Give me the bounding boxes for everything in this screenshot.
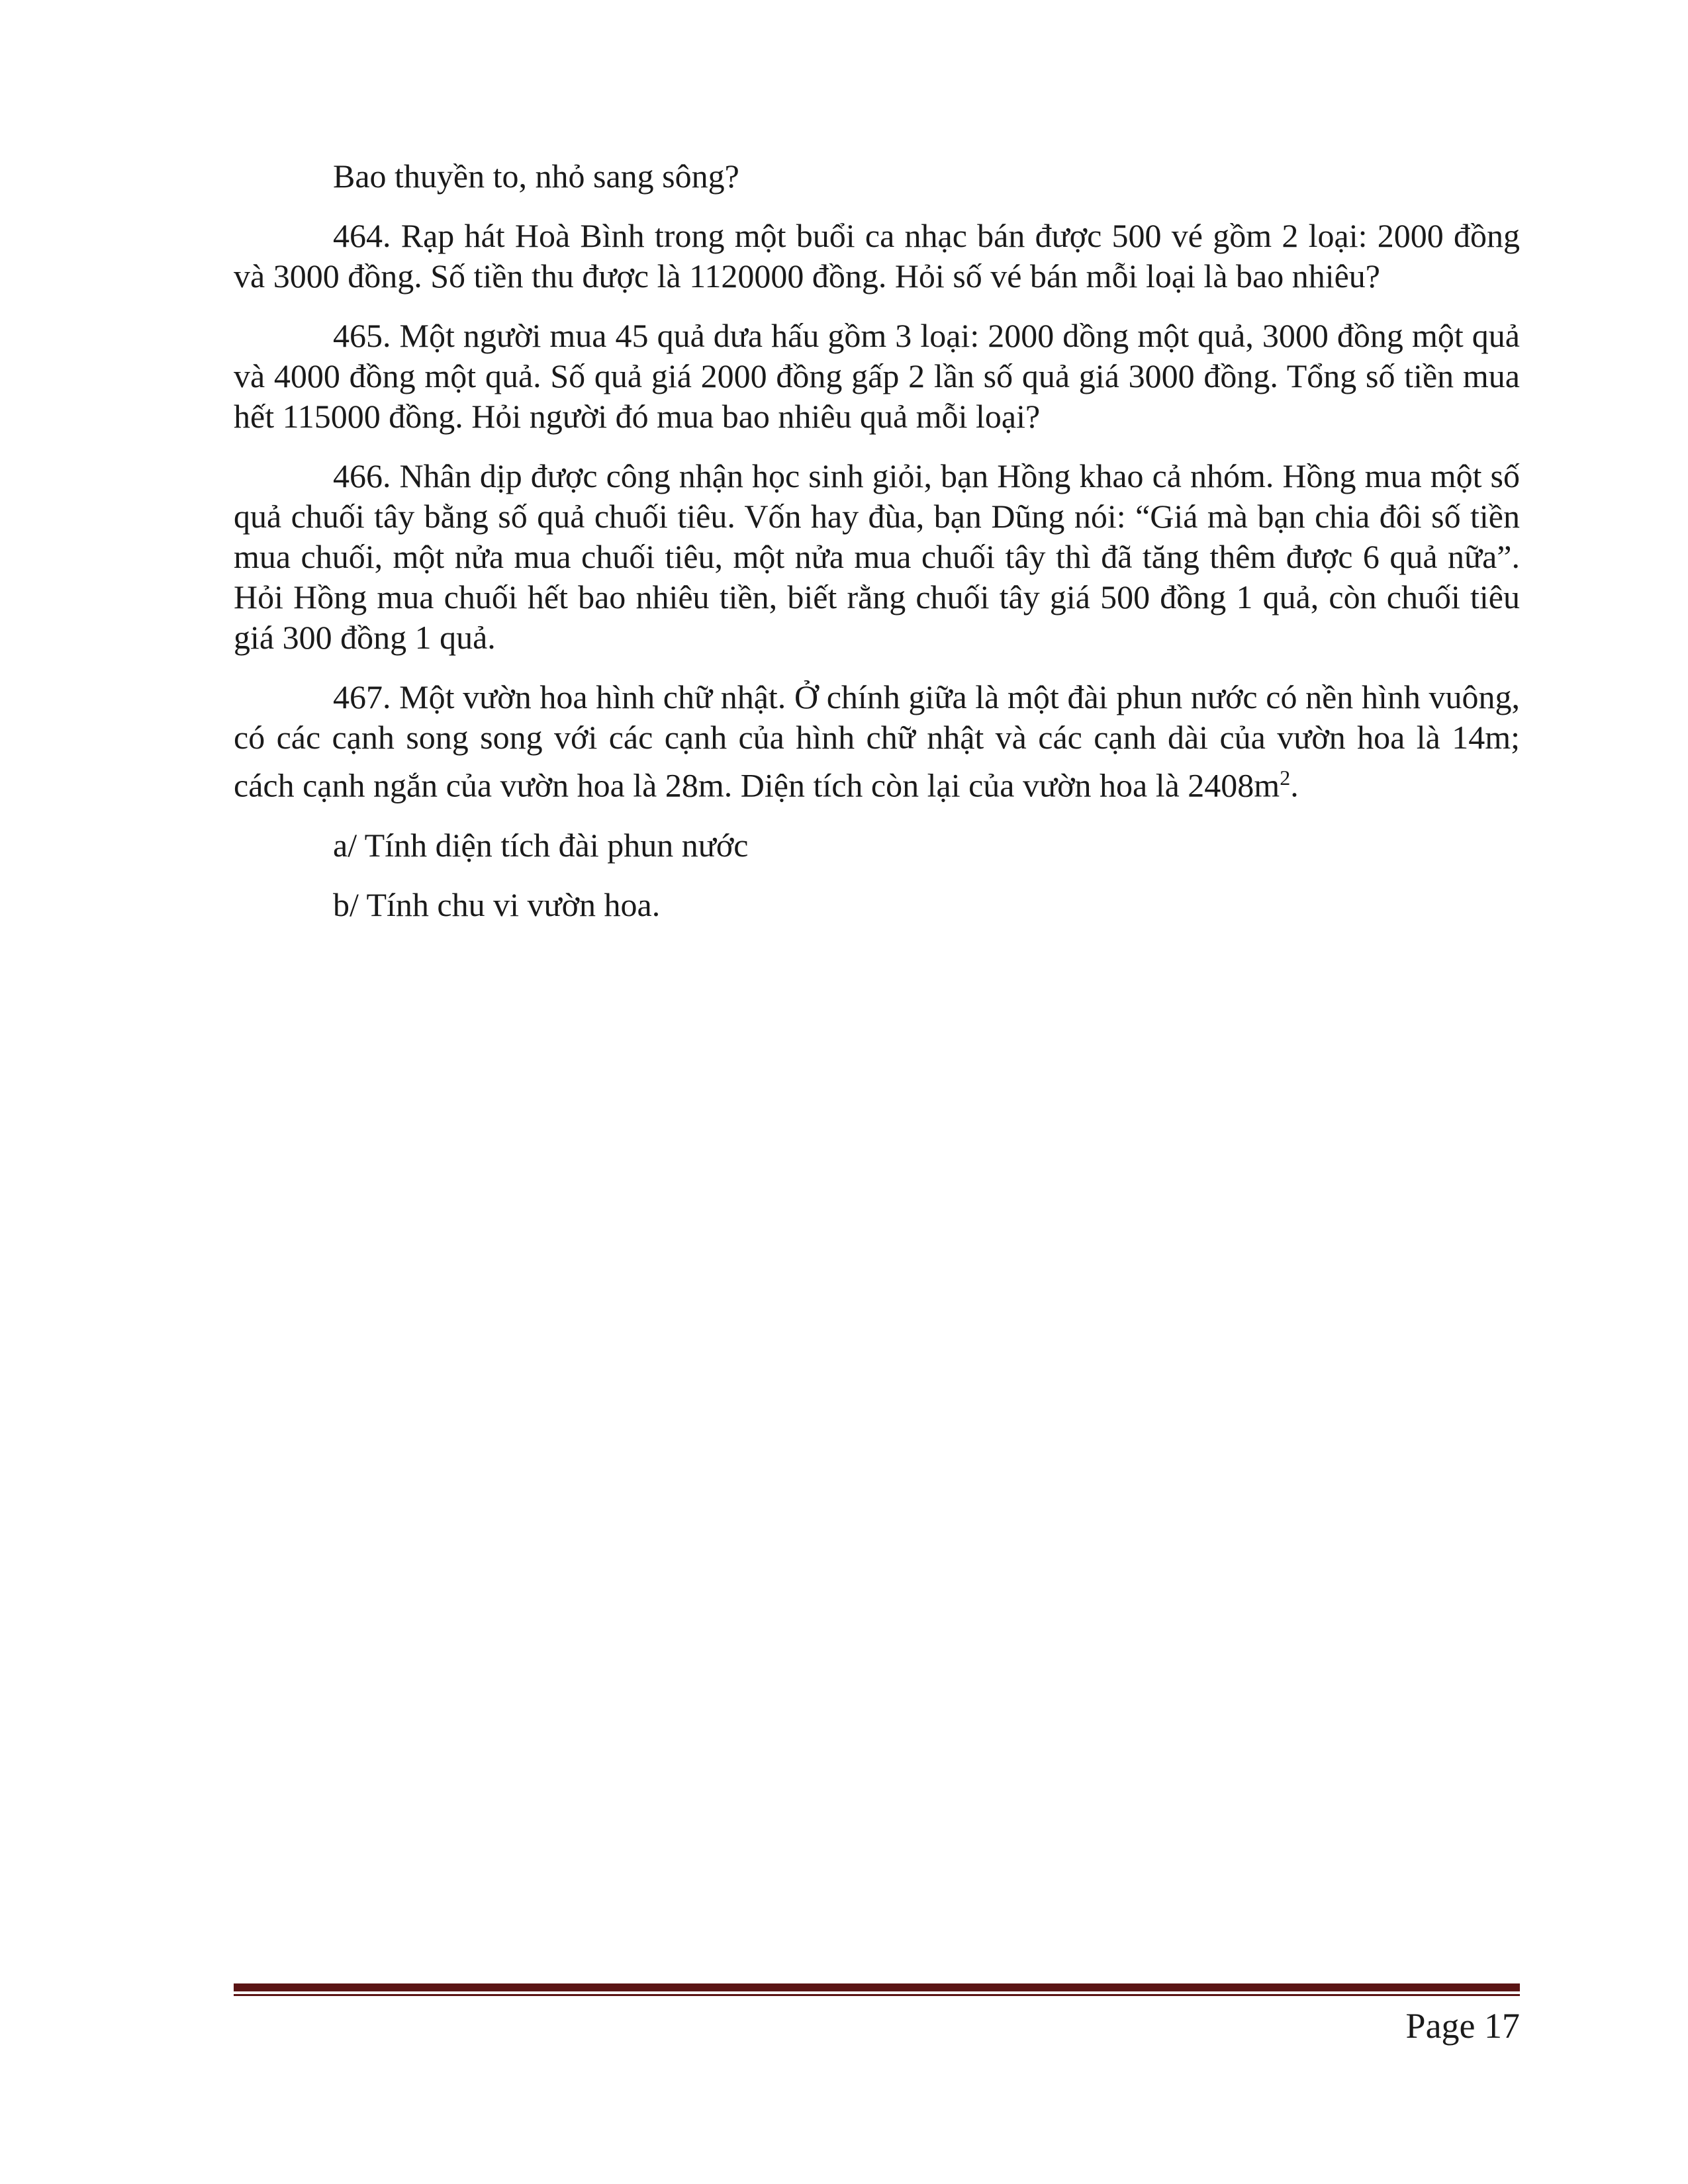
problem-467-period: .	[1290, 766, 1299, 804]
footer-divider-thin-line	[234, 1994, 1520, 1996]
problem-464: 464. Rạp hát Hoà Bình trong một buổi ca nhạc bán được 500 vé gồm 2 loại: 2000 đồng và 3000 đồng. Số tiền thu được là 1120000 đồng. Hỏi số vé bán mỗi loại là bao nhiêu?	[234, 217, 1520, 295]
footer-divider-thick-line	[234, 1983, 1520, 1991]
problem-467-text: 467. Một vườn hoa hình chữ nhật. Ở chính giữa là một đài phun nước có nền hình vuông, có các cạnh song song với các cạnh của hình chữ nhật và các cạnh dài của vườn hoa là 14m; cách cạnh ngắn của vườn hoa là 28m. Diện tích còn lại của vườn hoa là 2408m	[234, 678, 1520, 804]
problem-466: 466. Nhân dịp được công nhận học sinh giỏi, bạn Hồng khao cả nhóm. Hồng mua một số quả chuối tây bằng số quả chuối tiêu. Vốn hay đùa, bạn Dũng nói: “Giá mà bạn chia đôi số tiền mua chuối, một nửa mua chuối tiêu, một nửa mua chuối tây thì đã tăng thêm được 6 quả nữa”. Hỏi Hồng mua chuối hết bao nhiêu tiền, biết rằng chuối tây giá 500 đồng 1 quả, còn chuối tiêu giá 300 đồng 1 quả.	[234, 457, 1520, 656]
question-a: a/ Tính diện tích đài phun nước	[333, 826, 749, 864]
page-number: Page 17	[1405, 2006, 1520, 2046]
document-body	[234, 156, 1520, 925]
problem-467	[234, 677, 1520, 806]
paragraph-continuation: Bao thuyền to, nhỏ sang sông?	[333, 158, 739, 195]
area-unit-superscript: 2	[1280, 766, 1291, 790]
question-b: b/ Tính chu vi vườn hoa.	[333, 886, 661, 923]
problem-465: 465. Một người mua 45 quả dưa hấu gồm 3 loại: 2000 dồng một quả, 3000 đồng một quả và 4000 đồng một quả. Số quả giá 2000 đồng gấp 2 lần số quả giá 3000 đồng. Tổng số tiền mua hết 115000 đồng. Hỏi người đó mua bao nhiêu quả mỗi loại?	[234, 317, 1520, 435]
footer-divider	[234, 1983, 1520, 1996]
